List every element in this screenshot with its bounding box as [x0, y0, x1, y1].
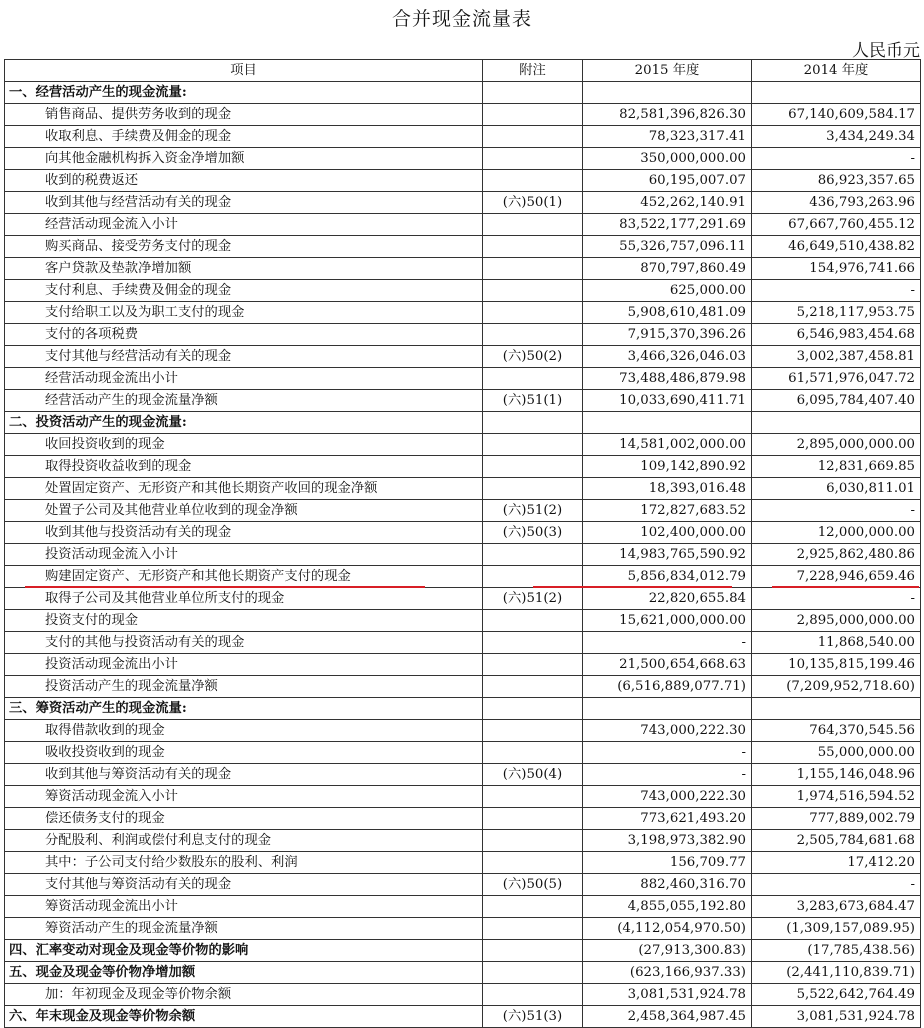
- row-item: 购买商品、接受劳务支付的现金: [5, 236, 483, 258]
- row-value-2014: 2,925,862,480.86: [752, 544, 921, 566]
- row-note: [483, 170, 583, 192]
- row-item: 处置子公司及其他营业单位收到的现金净额: [5, 500, 483, 522]
- table-header-row: [5, 60, 921, 82]
- row-value-2015: 5,856,834,012.79: [583, 566, 752, 588]
- row-item: 吸收投资收到的现金: [5, 742, 483, 764]
- row-value-2014: 764,370,545.56: [752, 720, 921, 742]
- row-value-2015: 18,393,016.48: [583, 478, 752, 500]
- row-value-2014: 154,976,741.66: [752, 258, 921, 280]
- row-value-2015: 14,983,765,590.92: [583, 544, 752, 566]
- row-item: 收回投资收到的现金: [5, 434, 483, 456]
- row-value-2014: 11,868,540.00: [752, 632, 921, 654]
- row-value-2014: 3,283,673,684.47: [752, 896, 921, 918]
- header-note: 附注: [483, 60, 583, 82]
- table-row: [5, 302, 921, 324]
- table-row: [5, 456, 921, 478]
- row-note: [483, 918, 583, 940]
- row-value-2015: -: [583, 632, 752, 654]
- row-value-2014: 46,649,510,438.82: [752, 236, 921, 258]
- row-note: [483, 104, 583, 126]
- row-value-2015: 4,855,055,192.80: [583, 896, 752, 918]
- row-value-2014: 2,505,784,681.68: [752, 830, 921, 852]
- table-row: [5, 742, 921, 764]
- row-note: [483, 236, 583, 258]
- row-item: 购建固定资产、无形资产和其他长期资产支付的现金: [5, 566, 483, 588]
- row-value-2014: 777,889,002.79: [752, 808, 921, 830]
- row-value-2014: (2,441,110,839.71): [752, 962, 921, 984]
- row-value-2014: 3,002,387,458.81: [752, 346, 921, 368]
- row-item: 筹资活动产生的现金流量净额: [5, 918, 483, 940]
- row-value-2015: 156,709.77: [583, 852, 752, 874]
- table-row: [5, 984, 921, 1006]
- row-value-2015: 172,827,683.52: [583, 500, 752, 522]
- row-value-2014: -: [752, 280, 921, 302]
- row-value-2015: 773,621,493.20: [583, 808, 752, 830]
- row-value-2015: (4,112,054,970.50): [583, 918, 752, 940]
- header-item: 项目: [5, 60, 483, 82]
- row-value-2014: -: [752, 874, 921, 896]
- row-value-2014: -: [752, 500, 921, 522]
- row-item: 经营活动现金流出小计: [5, 368, 483, 390]
- table-row: [5, 346, 921, 368]
- cash-flow-table: [4, 59, 921, 1028]
- row-note: [483, 852, 583, 874]
- row-value-2015: 83,522,177,291.69: [583, 214, 752, 236]
- row-value-2014: 55,000,000.00: [752, 742, 921, 764]
- row-value-2015: 625,000.00: [583, 280, 752, 302]
- row-value-2015: 10,033,690,411.71: [583, 390, 752, 412]
- row-item: 偿还债务支付的现金: [5, 808, 483, 830]
- row-note: [483, 698, 583, 720]
- row-note: [483, 984, 583, 1006]
- row-value-2015: 82,581,396,826.30: [583, 104, 752, 126]
- table-row: [5, 236, 921, 258]
- table-row: [5, 126, 921, 148]
- row-note: [483, 148, 583, 170]
- row-value-2014: 12,831,669.85: [752, 456, 921, 478]
- row-item: 取得借款收到的现金: [5, 720, 483, 742]
- row-item: 一、经营活动产生的现金流量:: [5, 82, 483, 104]
- row-value-2015: 870,797,860.49: [583, 258, 752, 280]
- row-value-2014: 10,135,815,199.46: [752, 654, 921, 676]
- table-row: [5, 808, 921, 830]
- table-row: [5, 588, 921, 610]
- row-item: 销售商品、提供劳务收到的现金: [5, 104, 483, 126]
- row-item: 三、筹资活动产生的现金流量:: [5, 698, 483, 720]
- row-value-2015: 60,195,007.07: [583, 170, 752, 192]
- row-note: [483, 786, 583, 808]
- row-value-2014: [752, 698, 921, 720]
- row-value-2014: 1,155,146,048.96: [752, 764, 921, 786]
- row-item: 支付的其他与投资活动有关的现金: [5, 632, 483, 654]
- table-row: [5, 170, 921, 192]
- row-value-2015: 73,488,486,879.98: [583, 368, 752, 390]
- row-note: [483, 478, 583, 500]
- page-title: 合并现金流量表: [391, 8, 532, 30]
- row-note: (六)51(2): [483, 500, 583, 522]
- row-note: [483, 280, 583, 302]
- row-note: [483, 962, 583, 984]
- row-note: (六)51(3): [483, 1006, 583, 1028]
- row-value-2014: 6,030,811.01: [752, 478, 921, 500]
- row-value-2014: 12,000,000.00: [752, 522, 921, 544]
- row-value-2015: [583, 412, 752, 434]
- table-row: [5, 522, 921, 544]
- row-note: [483, 302, 583, 324]
- row-value-2015: (27,913,300.83): [583, 940, 752, 962]
- row-item: 六、年末现金及现金等价物余额: [5, 1006, 483, 1028]
- row-item: 收到的税费返还: [5, 170, 483, 192]
- row-item: 投资活动现金流出小计: [5, 654, 483, 676]
- row-value-2014: -: [752, 148, 921, 170]
- row-value-2015: 882,460,316.70: [583, 874, 752, 896]
- table-row: [5, 500, 921, 522]
- table-row: [5, 764, 921, 786]
- row-item: 支付其他与经营活动有关的现金: [5, 346, 483, 368]
- row-item: 经营活动现金流入小计: [5, 214, 483, 236]
- row-note: [483, 720, 583, 742]
- section-row: [5, 698, 921, 720]
- row-value-2014: (17,785,438.56): [752, 940, 921, 962]
- row-item: 取得子公司及其他营业单位所支付的现金: [5, 588, 483, 610]
- row-item: 筹资活动现金流入小计: [5, 786, 483, 808]
- row-value-2015: 5,908,610,481.09: [583, 302, 752, 324]
- row-value-2014: [752, 82, 921, 104]
- row-note: [483, 434, 583, 456]
- row-value-2015: 55,326,757,096.11: [583, 236, 752, 258]
- row-note: [483, 258, 583, 280]
- row-value-2014: 5,218,117,953.75: [752, 302, 921, 324]
- table-row: [5, 390, 921, 412]
- row-item: 二、投资活动产生的现金流量:: [5, 412, 483, 434]
- row-note: [483, 610, 583, 632]
- table-row: [5, 104, 921, 126]
- row-value-2015: 743,000,222.30: [583, 786, 752, 808]
- header-2014: 2014 年度: [752, 60, 921, 82]
- table-row: [5, 896, 921, 918]
- row-note: (六)50(3): [483, 522, 583, 544]
- table-row: [5, 478, 921, 500]
- row-item: 四、汇率变动对现金及现金等价物的影响: [5, 940, 483, 962]
- row-note: [483, 456, 583, 478]
- row-value-2014: (1,309,157,089.95): [752, 918, 921, 940]
- table-row: [5, 544, 921, 566]
- row-value-2014: 67,140,609,584.17: [752, 104, 921, 126]
- table-row: [5, 610, 921, 632]
- row-note: (六)50(4): [483, 764, 583, 786]
- section-row: [5, 1006, 921, 1028]
- red-underline-mark: [772, 586, 919, 588]
- row-note: [483, 544, 583, 566]
- row-value-2015: 3,081,531,924.78: [583, 984, 752, 1006]
- table-body: [5, 82, 921, 1028]
- table-row: [5, 434, 921, 456]
- row-item: 其中：子公司支付给少数股东的股利、利润: [5, 852, 483, 874]
- row-item: 支付其他与筹资活动有关的现金: [5, 874, 483, 896]
- row-note: [483, 742, 583, 764]
- row-note: (六)51(1): [483, 390, 583, 412]
- table-row: [5, 280, 921, 302]
- row-item: 支付利息、手续费及佣金的现金: [5, 280, 483, 302]
- table-row: [5, 676, 921, 698]
- table-row: [5, 148, 921, 170]
- table-row: [5, 720, 921, 742]
- row-value-2015: 452,262,140.91: [583, 192, 752, 214]
- row-item: 收到其他与筹资活动有关的现金: [5, 764, 483, 786]
- row-value-2014: 5,522,642,764.49: [752, 984, 921, 1006]
- row-value-2015: -: [583, 764, 752, 786]
- row-value-2014: 436,793,263.96: [752, 192, 921, 214]
- row-value-2015: 102,400,000.00: [583, 522, 752, 544]
- table-row: [5, 632, 921, 654]
- row-item: 支付的各项税费: [5, 324, 483, 346]
- row-note: [483, 126, 583, 148]
- row-item: 经营活动产生的现金流量净额: [5, 390, 483, 412]
- section-row: [5, 82, 921, 104]
- row-item: 投资活动现金流入小计: [5, 544, 483, 566]
- table-row: [5, 368, 921, 390]
- table-row: [5, 786, 921, 808]
- row-value-2014: (7,209,952,718.60): [752, 676, 921, 698]
- row-value-2014: -: [752, 588, 921, 610]
- row-item: 收取利息、手续费及佣金的现金: [5, 126, 483, 148]
- row-note: [483, 808, 583, 830]
- row-note: [483, 830, 583, 852]
- row-note: [483, 214, 583, 236]
- row-value-2015: 109,142,890.92: [583, 456, 752, 478]
- table-row: [5, 852, 921, 874]
- row-value-2014: 2,895,000,000.00: [752, 610, 921, 632]
- table-row: [5, 324, 921, 346]
- row-value-2014: 2,895,000,000.00: [752, 434, 921, 456]
- row-value-2015: 21,500,654,668.63: [583, 654, 752, 676]
- row-item: 投资活动产生的现金流量净额: [5, 676, 483, 698]
- row-note: (六)51(2): [483, 588, 583, 610]
- row-value-2015: -: [583, 742, 752, 764]
- row-value-2014: 6,546,983,454.68: [752, 324, 921, 346]
- table-row: [5, 830, 921, 852]
- row-item: 处置固定资产、无形资产和其他长期资产收回的现金净额: [5, 478, 483, 500]
- row-note: (六)50(2): [483, 346, 583, 368]
- red-underline-mark: [533, 586, 732, 588]
- table-row: [5, 258, 921, 280]
- row-value-2014: 67,667,760,455.12: [752, 214, 921, 236]
- row-value-2015: 3,198,973,382.90: [583, 830, 752, 852]
- row-note: [483, 940, 583, 962]
- row-value-2014: 61,571,976,047.72: [752, 368, 921, 390]
- row-item: 收到其他与投资活动有关的现金: [5, 522, 483, 544]
- row-value-2015: 2,458,364,987.45: [583, 1006, 752, 1028]
- row-value-2014: 17,412.20: [752, 852, 921, 874]
- table-row: [5, 566, 921, 588]
- row-note: [483, 324, 583, 346]
- section-row: [5, 412, 921, 434]
- row-item: 取得投资收益收到的现金: [5, 456, 483, 478]
- row-item: 五、现金及现金等价物净增加额: [5, 962, 483, 984]
- row-note: [483, 632, 583, 654]
- row-note: [483, 676, 583, 698]
- row-note: [483, 82, 583, 104]
- row-value-2014: 86,923,357.65: [752, 170, 921, 192]
- currency-unit: 人民币元: [852, 41, 920, 61]
- row-value-2014: 7,228,946,659.46: [752, 566, 921, 588]
- row-item: 投资支付的现金: [5, 610, 483, 632]
- row-value-2015: (623,166,937.33): [583, 962, 752, 984]
- row-value-2015: 14,581,002,000.00: [583, 434, 752, 456]
- row-value-2015: 350,000,000.00: [583, 148, 752, 170]
- row-value-2014: [752, 412, 921, 434]
- section-row: [5, 940, 921, 962]
- row-item: 收到其他与经营活动有关的现金: [5, 192, 483, 214]
- row-value-2015: 743,000,222.30: [583, 720, 752, 742]
- table-row: [5, 214, 921, 236]
- row-value-2015: 22,820,655.84: [583, 588, 752, 610]
- row-note: [483, 412, 583, 434]
- row-item: 加：年初现金及现金等价物余额: [5, 984, 483, 1006]
- row-item: 支付给职工以及为职工支付的现金: [5, 302, 483, 324]
- row-item: 筹资活动现金流出小计: [5, 896, 483, 918]
- row-value-2014: 3,081,531,924.78: [752, 1006, 921, 1028]
- row-value-2015: (6,516,889,077.71): [583, 676, 752, 698]
- table-row: [5, 192, 921, 214]
- header-2015: 2015 年度: [583, 60, 752, 82]
- row-note: (六)50(1): [483, 192, 583, 214]
- row-value-2015: [583, 698, 752, 720]
- row-note: [483, 566, 583, 588]
- row-item: 客户贷款及垫款净增加额: [5, 258, 483, 280]
- row-value-2014: 1,974,516,594.52: [752, 786, 921, 808]
- row-note: [483, 896, 583, 918]
- table-row: [5, 918, 921, 940]
- row-value-2014: 3,434,249.34: [752, 126, 921, 148]
- row-value-2015: 7,915,370,396.26: [583, 324, 752, 346]
- row-value-2015: 3,466,326,046.03: [583, 346, 752, 368]
- row-value-2015: 15,621,000,000.00: [583, 610, 752, 632]
- row-value-2015: 78,323,317.41: [583, 126, 752, 148]
- red-underline-mark: [25, 586, 425, 588]
- section-row: [5, 962, 921, 984]
- row-value-2014: 6,095,784,407.40: [752, 390, 921, 412]
- table-row: [5, 874, 921, 896]
- row-note: [483, 368, 583, 390]
- table-row: [5, 654, 921, 676]
- row-note: [483, 654, 583, 676]
- row-value-2015: [583, 82, 752, 104]
- row-note: (六)50(5): [483, 874, 583, 896]
- row-item: 分配股利、利润或偿付利息支付的现金: [5, 830, 483, 852]
- row-item: 向其他金融机构拆入资金净增加额: [5, 148, 483, 170]
